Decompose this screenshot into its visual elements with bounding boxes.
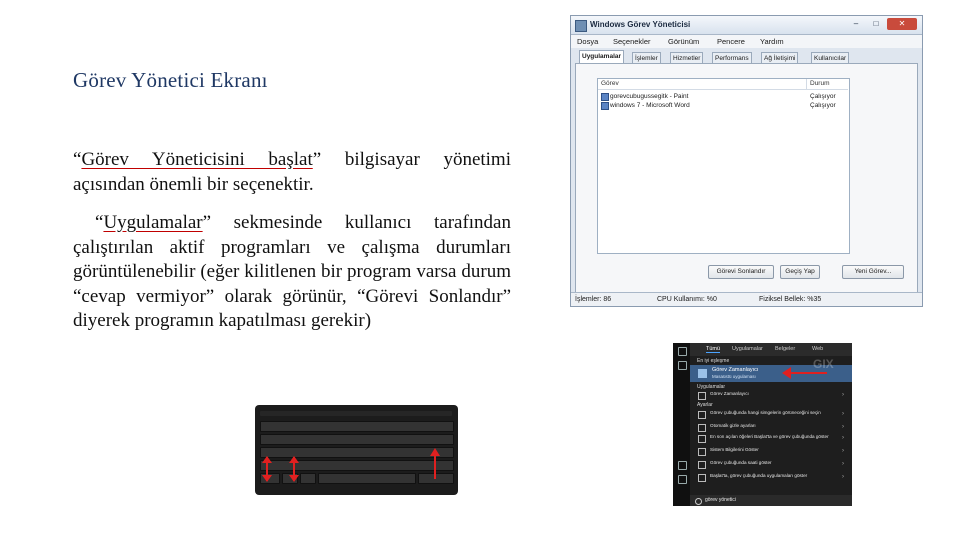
tab-web[interactable]: Web: [812, 346, 824, 352]
settings-item-icon: [698, 448, 706, 456]
chevron-right-icon: ›: [842, 461, 844, 467]
list-item-label: Görev Zamanlayıcı: [710, 391, 749, 396]
best-match-title: Görev Zamanlayıcı: [712, 367, 759, 373]
user-icon[interactable]: [678, 475, 687, 484]
table-row[interactable]: [598, 92, 849, 101]
search-filter-tabs: [690, 343, 852, 356]
paragraph-text: ” sekmesinde kullanıcı tarafından çalıştırılan aktif programları ve çalışma durumları görüntülenebilir (eğer kilitlenen bir program varsa durum “cevap vermiyor” olarak görünür, “Görevi Sonlandır” diyerek programın kapatılması gerekir): [73, 212, 511, 331]
list-item[interactable]: [690, 472, 852, 483]
list-item-label: Görev çubuğunda hangi simgelerin görüneceğini seçin: [710, 410, 821, 415]
word-app-icon: [601, 102, 609, 110]
menu-window[interactable]: Pencere: [717, 37, 745, 46]
chevron-right-icon: ›: [842, 411, 844, 417]
scheduler-icon: [698, 369, 707, 378]
paint-app-icon: [601, 93, 609, 101]
task-status: Çalışıyor: [810, 102, 836, 109]
open-quote: “: [95, 212, 104, 233]
maximize-button[interactable]: □: [873, 19, 879, 28]
paragraph-applications-tab: [73, 211, 511, 334]
paragraph-text: ” bilgisayar yönetimi açısından önemli bir seçenektir.: [73, 149, 511, 195]
settings-item-icon: [698, 435, 706, 443]
chevron-right-icon: ›: [842, 474, 844, 480]
tab-applications[interactable]: Uygulamalar: [579, 50, 624, 64]
function-row: [260, 411, 452, 416]
menu-icon[interactable]: [678, 347, 687, 356]
red-arrow-icon: [288, 455, 300, 483]
tab-processes[interactable]: İşlemler: [632, 52, 661, 64]
chevron-right-icon: ›: [842, 424, 844, 430]
watermark: GIX: [813, 357, 834, 371]
end-task-button[interactable]: Görevi Sonlandır: [708, 265, 774, 279]
menu-view[interactable]: Görünüm: [668, 37, 700, 46]
settings-item-icon: [698, 424, 706, 432]
settings-item-icon: [698, 411, 706, 419]
menu-help[interactable]: Yardım: [760, 37, 784, 46]
number-row: [260, 421, 454, 432]
red-arrow-icon: [261, 455, 273, 483]
applications-tab-link[interactable]: Uygulamalar: [103, 212, 203, 233]
list-item[interactable]: [690, 422, 852, 433]
title-bar: [571, 16, 922, 35]
task-status: Çalışıyor: [810, 93, 836, 100]
section-apps: Uygulamalar: [697, 384, 726, 390]
list-item[interactable]: [690, 390, 852, 401]
section-best-match: En iyi eşleşme: [697, 358, 730, 364]
chevron-right-icon: ›: [842, 448, 844, 454]
start-rail: [673, 343, 690, 506]
alt-key: [300, 473, 316, 484]
close-button[interactable]: ✕: [887, 18, 917, 30]
column-header-task[interactable]: Görev: [598, 79, 807, 90]
tab-documents[interactable]: Belgeler: [775, 346, 796, 352]
switch-to-button[interactable]: Geçiş Yap: [780, 265, 820, 279]
app-icon: [698, 392, 706, 400]
status-bar: [571, 292, 922, 307]
column-header-status[interactable]: Durum: [807, 79, 848, 90]
list-item[interactable]: [690, 409, 852, 420]
slide-title: Görev Yönetici Ekranı: [73, 68, 268, 92]
menu-options[interactable]: Seçenekler: [613, 37, 651, 46]
tab-apps[interactable]: Uygulamalar: [732, 346, 763, 352]
space-key: [318, 473, 416, 484]
task-manager-window: [570, 15, 923, 307]
cpu-usage: CPU Kullanımı: %0: [657, 296, 717, 303]
list-item[interactable]: [690, 433, 852, 444]
minimize-button[interactable]: –: [853, 19, 859, 28]
window-title: Windows Görev Yöneticisi: [590, 20, 691, 29]
settings-icon[interactable]: [678, 461, 687, 470]
tab-services[interactable]: Hizmetler: [670, 52, 703, 64]
settings-item-icon: [698, 474, 706, 482]
section-settings: Ayarlar: [697, 402, 713, 408]
red-arrow-icon: [429, 447, 441, 481]
best-match-subtitle: Masaüstü uygulaması: [712, 374, 756, 379]
home-icon[interactable]: [678, 361, 687, 370]
menu-bar: [571, 35, 922, 48]
list-item[interactable]: [690, 446, 852, 457]
table-row[interactable]: [598, 101, 849, 110]
top-letter-row: [260, 434, 454, 445]
task-name: windows 7 - Microsoft Word: [610, 102, 690, 109]
list-item-label: Sistem Bilgilerini Göster: [710, 447, 759, 452]
tab-strip: [575, 50, 918, 64]
tab-all[interactable]: Tümü: [706, 346, 721, 352]
search-icon: [695, 498, 702, 505]
list-item-label: En son açılan öğeleri Başlat'ta ve görev çubuğunda göster: [710, 434, 829, 439]
list-item-label: Otomatik gizle ayarları: [710, 423, 756, 428]
tab-users[interactable]: Kullanıcılar: [811, 52, 849, 64]
task-manager-icon: [575, 20, 587, 32]
settings-item-icon: [698, 461, 706, 469]
keyboard-image: [255, 405, 458, 495]
start-search-box[interactable]: [690, 495, 852, 506]
physical-memory: Fiziksel Bellek: %35: [759, 296, 822, 303]
chevron-right-icon: ›: [842, 435, 844, 441]
applications-panel: [575, 63, 918, 293]
open-quote: “: [73, 149, 82, 170]
task-name: gorevcubugussegitk - Paint: [610, 93, 689, 100]
search-input-value: görev yönetici: [705, 497, 736, 503]
list-item-label: Başlat'ta, görev çubuğunda uygulamaları göster: [710, 473, 808, 478]
process-count: İşlemler: 86: [575, 296, 612, 303]
list-item[interactable]: [690, 459, 852, 470]
menu-file[interactable]: Dosya: [577, 37, 599, 46]
chevron-right-icon: ›: [842, 392, 844, 398]
list-item-label: Görev çubuğunda saati göster: [710, 460, 772, 465]
tab-networking[interactable]: Ağ İletişimi: [761, 52, 798, 64]
start-menu-screenshot: [673, 343, 852, 506]
new-task-button[interactable]: Yeni Görev...: [842, 265, 904, 279]
tab-performance[interactable]: Performans: [712, 52, 752, 64]
start-task-manager-link[interactable]: Görev Yöneticisini başlat: [81, 149, 313, 170]
paragraph-start-task-manager: [73, 148, 511, 197]
task-list[interactable]: [597, 78, 850, 254]
